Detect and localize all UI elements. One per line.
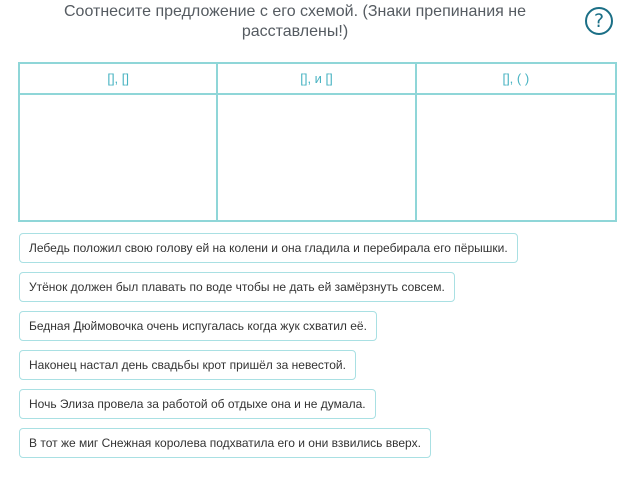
column-header-2: [], и []	[218, 64, 416, 95]
sorting-table	[18, 62, 617, 222]
sentence-card-1[interactable]: Лебедь положил свою голову ей на колени и она гладила и перебирала его пёрышки.	[19, 233, 518, 263]
sentence-card-2[interactable]: Утёнок должен был плавать по воде чтобы не дать ей замёрзнуть совсем.	[19, 272, 455, 302]
sentence-card-6[interactable]: В тот же миг Снежная королева подхватила его и они взвились вверх.	[19, 428, 431, 458]
drop-zone-2[interactable]	[218, 95, 416, 220]
sentence-card-4[interactable]: Наконец настал день свадьбы крот пришёл за невестой.	[19, 350, 356, 380]
drop-zone-1[interactable]	[20, 95, 218, 220]
drop-zone-3[interactable]	[417, 95, 615, 220]
help-button[interactable]	[585, 7, 613, 35]
instruction-text: Соотнесите предложение с его схемой. (Знаки препинания не расставлены!)	[63, 3, 527, 40]
question-mark-icon: ?	[593, 10, 605, 32]
sentence-cards	[19, 233, 518, 467]
column-header-1: [], []	[20, 64, 218, 95]
column-header-3: [], ( )	[417, 64, 615, 95]
sentence-card-3[interactable]: Бедная Дюймовочка очень испугалась когда жук схватил её.	[19, 311, 377, 341]
sentence-card-5[interactable]: Ночь Элиза провела за работой об отдыхе она и не думала.	[19, 389, 376, 419]
